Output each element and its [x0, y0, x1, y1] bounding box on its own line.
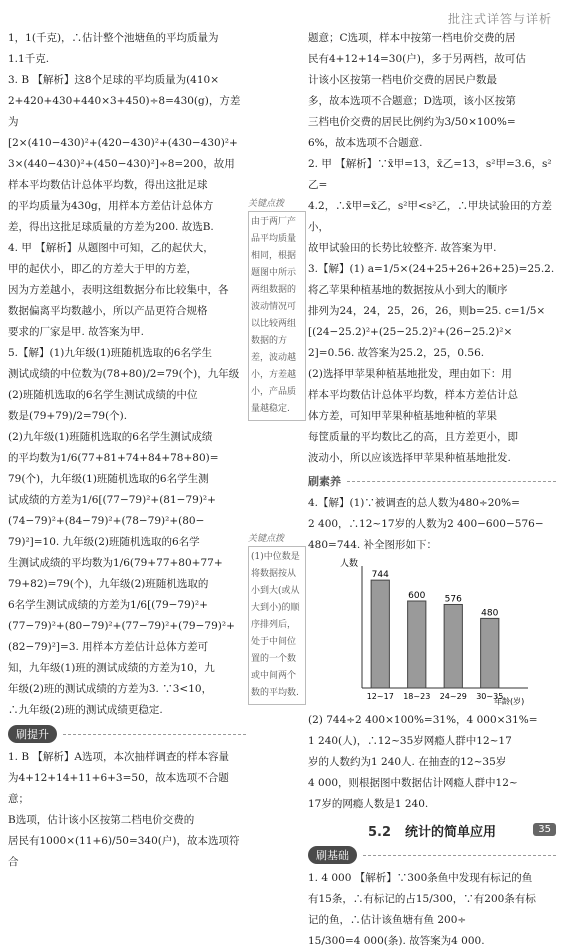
right-column — [308, 28, 556, 952]
text-line: [(24−25.2)²+(25−25.2)²+(26−25.2)²× — [308, 326, 513, 338]
bar-chart — [338, 556, 538, 706]
text-line: 波动小，所以应该选择甲苹果种植基地批发. — [308, 452, 511, 464]
text-line: 3.【解】(1) a=1/5×(24+25+26+26+25)=25.2. — [308, 263, 555, 275]
data-label: 600 — [408, 591, 426, 601]
text-line: (2)选择甲苹果种植基地批发，理由如下：用 — [308, 368, 512, 380]
section-bar — [308, 846, 556, 864]
text-line: 生测试成绩的平均数为1/6(79+77+80+77+ — [8, 557, 223, 569]
section-bar — [308, 473, 556, 489]
text-line: 试成绩的方差为1/6[(77−79)²+(81−79)²+ — [8, 494, 216, 506]
text-line: (2)九年级(1)班随机选取的6名学生测试成绩 — [8, 431, 213, 443]
text-line: 3×(440−430)²+(450−430)²]÷8=200，故用 — [8, 158, 235, 170]
text-line: 6名学生测试成绩的方差为1/6[(79−79)²+ — [8, 599, 208, 611]
text-line: 79+82)=79(个)，九年级(2)班随机选取的 — [8, 578, 209, 590]
divider — [363, 855, 556, 856]
text-line: (74−79)²+(84−79)²+(78−79)²+(80− — [8, 515, 205, 527]
text-line: 记的鱼，∴估计该鱼塘有鱼 200÷ — [308, 914, 467, 926]
text-line: 甲的起伏小，即乙的方差大于甲的方差， — [8, 263, 197, 275]
text-line: 4 000，则根据图中数据估计网瘾人群中12~ — [308, 777, 518, 789]
text-line: 每筐质量的平均数比乙的高，且方差更小，即 — [308, 431, 518, 443]
text-line: 要求的厂家是甲. 故答案为甲. — [8, 326, 145, 338]
note-title: 关键点拨 — [248, 199, 285, 209]
bar — [481, 618, 499, 688]
middle-notes — [248, 196, 306, 705]
text-line: 样本平均数估计总体平均数，得出这批足球 — [8, 179, 208, 191]
text-line: 排列为24，24，25，26，26，则b=25. c=1/5× — [308, 305, 546, 317]
text-line: 2+420+430+440×3+450)÷8=430(g)，方差为 — [8, 95, 241, 128]
section-number: 5.2 — [367, 825, 391, 840]
text-line: 多，故本选项不合题意；D选项，该小区按第 — [308, 95, 516, 107]
bar — [371, 580, 389, 688]
text-line: (77−79)²+(80−79)²+(77−79)²+(79−79)²+ — [8, 620, 235, 632]
text-line: 15/300=4 000(条). 故答案为4 000. — [308, 935, 485, 947]
section-bar — [8, 725, 246, 743]
text-line: 1 240(人)，∴12~35岁网瘾人群中12~17 — [308, 735, 512, 747]
data-label: 576 — [444, 594, 462, 605]
text-line: 题意；C选项，样本中按第一档电价交费的居 — [308, 32, 516, 44]
section-title — [308, 821, 556, 840]
note-title: 关键点拨 — [248, 534, 285, 544]
left-column — [8, 28, 246, 873]
text-line: 差，得出这批足球质量的方差为200. 故选B. — [8, 221, 214, 233]
text-line: 因为方差越小，表明这组数据分布比较集中，各 — [8, 284, 229, 296]
text-line: 为4+12+14+11+6+3=50，故本选项不合题意； — [8, 772, 229, 805]
tick-label: 12~17 — [366, 692, 394, 701]
text-line: 2. 甲 【解析】∵x̄甲=13，x̄乙=13，s²甲=3.6，s²乙= — [308, 158, 552, 191]
text-line: 故甲试验田的长势比较整齐. 故答案为甲. — [308, 242, 497, 254]
text-line: 三档电价交费的居民比例约为3/50×100%= — [308, 116, 516, 128]
key-note-1: 由于两厂产品平均质量相同，根据题图中所示两组数据的波动情况可以比较两组数据的方差，波动越小，方差越小，产品质量越稳定. — [248, 211, 306, 421]
text-line: 的平均质量为430g，用样本方差估计总体方 — [8, 200, 214, 212]
data-label: 480 — [481, 608, 499, 619]
text-line: 1. B 【解析】A选项，本次抽样调查的样本容量 — [8, 751, 229, 763]
text-line: 4.【解】(1)∵被调查的总人数为480÷20%= — [308, 497, 520, 509]
text-line: 1.1千克. — [8, 53, 50, 65]
text-line: 居民有1000×(11+6)/50=340(户)，故本选项符合 — [8, 835, 240, 868]
text-line: 79)²]=10. 九年级(2)班随机选取的6名学 — [8, 536, 200, 548]
text-line: 5.【解】(1)九年级(1)班随机选取的6名学生 — [8, 347, 212, 359]
text-line: 样本平均数估计总体平均数，样本方差估计总 — [308, 389, 518, 401]
text-line: 4.2，∴x̄甲=x̄乙，s²甲<s²乙，∴甲块试验田的方差小， — [308, 200, 552, 233]
section-pill: 刷基础 — [308, 846, 357, 864]
text-line: 的平均数为1/6(77+81+74+84+78+80)= — [8, 452, 219, 464]
text-line: 2]=0.56. 故答案为25.2，25，0.56. — [308, 347, 485, 359]
key-note-2: (1)中位数是将数据按从小到大(或从大到小)的顺序排列后，处于中间位置的一个数或中间两个数的平均数. — [248, 546, 306, 705]
bar — [408, 601, 426, 688]
y-axis-label: 人数 — [340, 559, 359, 569]
tick-label: 30~35 — [476, 692, 504, 701]
text-line: 4. 甲 【解析】从题图中可知，乙的起伏大， — [8, 242, 214, 254]
section-pill: 刷素养 — [308, 475, 341, 488]
text-line: [2×(410−430)²+(420−430)²+(430−430)²+ — [8, 137, 238, 149]
divider — [347, 481, 556, 482]
section-heading: 统计的简单应用 — [405, 825, 497, 840]
text-line: 1，1(千克)，∴估计整个池塘鱼的平均质量为 — [8, 32, 219, 44]
text-line: 测试成绩的中位数为(78+80)/2=79(个)，九年级 — [8, 368, 240, 380]
text-line: 有15条，∴有标记的占15/300，∵有200条有标 — [308, 893, 536, 905]
text-line: (82−79)²]=3. 用样本方差估计总体方差可 — [8, 641, 209, 653]
text-line: 民有4+12+14=30(户)，多于另两档，故可估 — [308, 53, 526, 65]
data-label: 744 — [371, 570, 389, 581]
page-header: 批注式详答与详析 — [447, 12, 552, 26]
tick-label: 24~29 — [439, 692, 467, 701]
text-line: 体方差，可知甲苹果种植基地种植的苹果 — [308, 410, 497, 422]
x-axis-label: 年龄(岁) — [494, 697, 525, 706]
text-line: 79(个)，九年级(1)班随机选取的6名学生测 — [8, 473, 209, 485]
text-line: 将乙苹果种植基地的数据按从小到大的顺序 — [308, 284, 508, 296]
divider — [63, 734, 246, 735]
text-line: 2 400，∴12~17岁的人数为2 400−600−576− — [308, 518, 544, 530]
text-line: 数据偏离平均数越小，所以产品更符合规格 — [8, 305, 208, 317]
text-line: B选项，估计该小区按第二档电价交费的 — [8, 814, 195, 826]
tick-label: 18~23 — [403, 692, 431, 701]
text-line: ∴九年级(2)班的测试成绩更稳定. — [8, 704, 163, 716]
text-line: (2) 744÷2 400×100%=31%，4 000×31%= — [308, 714, 538, 726]
bar — [444, 604, 462, 688]
text-line: 年级(2)班的测试成绩的方差为3. ∵3<10， — [8, 683, 213, 695]
text-line: 知，九年级(1)班的测试成绩的方差为10，九 — [8, 662, 215, 674]
page-number: 35 — [533, 823, 556, 836]
section-pill: 刷提升 — [8, 725, 57, 743]
text-line: (2)班随机选取的6名学生测试成绩的中位 — [8, 389, 198, 401]
text-line: 480=744. 补全图形如下： — [308, 539, 438, 551]
text-line: 计该小区按第一档电价交费的居民户数最 — [308, 74, 497, 86]
text-line: 17岁的网瘾人数是1 240. — [308, 798, 429, 810]
text-line: 岁的人数约为1 240人. 在抽查的12~35岁 — [308, 756, 507, 768]
text-line: 数是(79+79)/2=79(个). — [8, 410, 128, 422]
text-line: 6%，故本选项不合题意. — [308, 137, 423, 149]
text-line: 3. B 【解析】这8个足球的平均质量为(410× — [8, 74, 220, 86]
text-line: 1. 4 000 【解析】∵300条鱼中发现有标记的鱼 — [308, 872, 533, 884]
